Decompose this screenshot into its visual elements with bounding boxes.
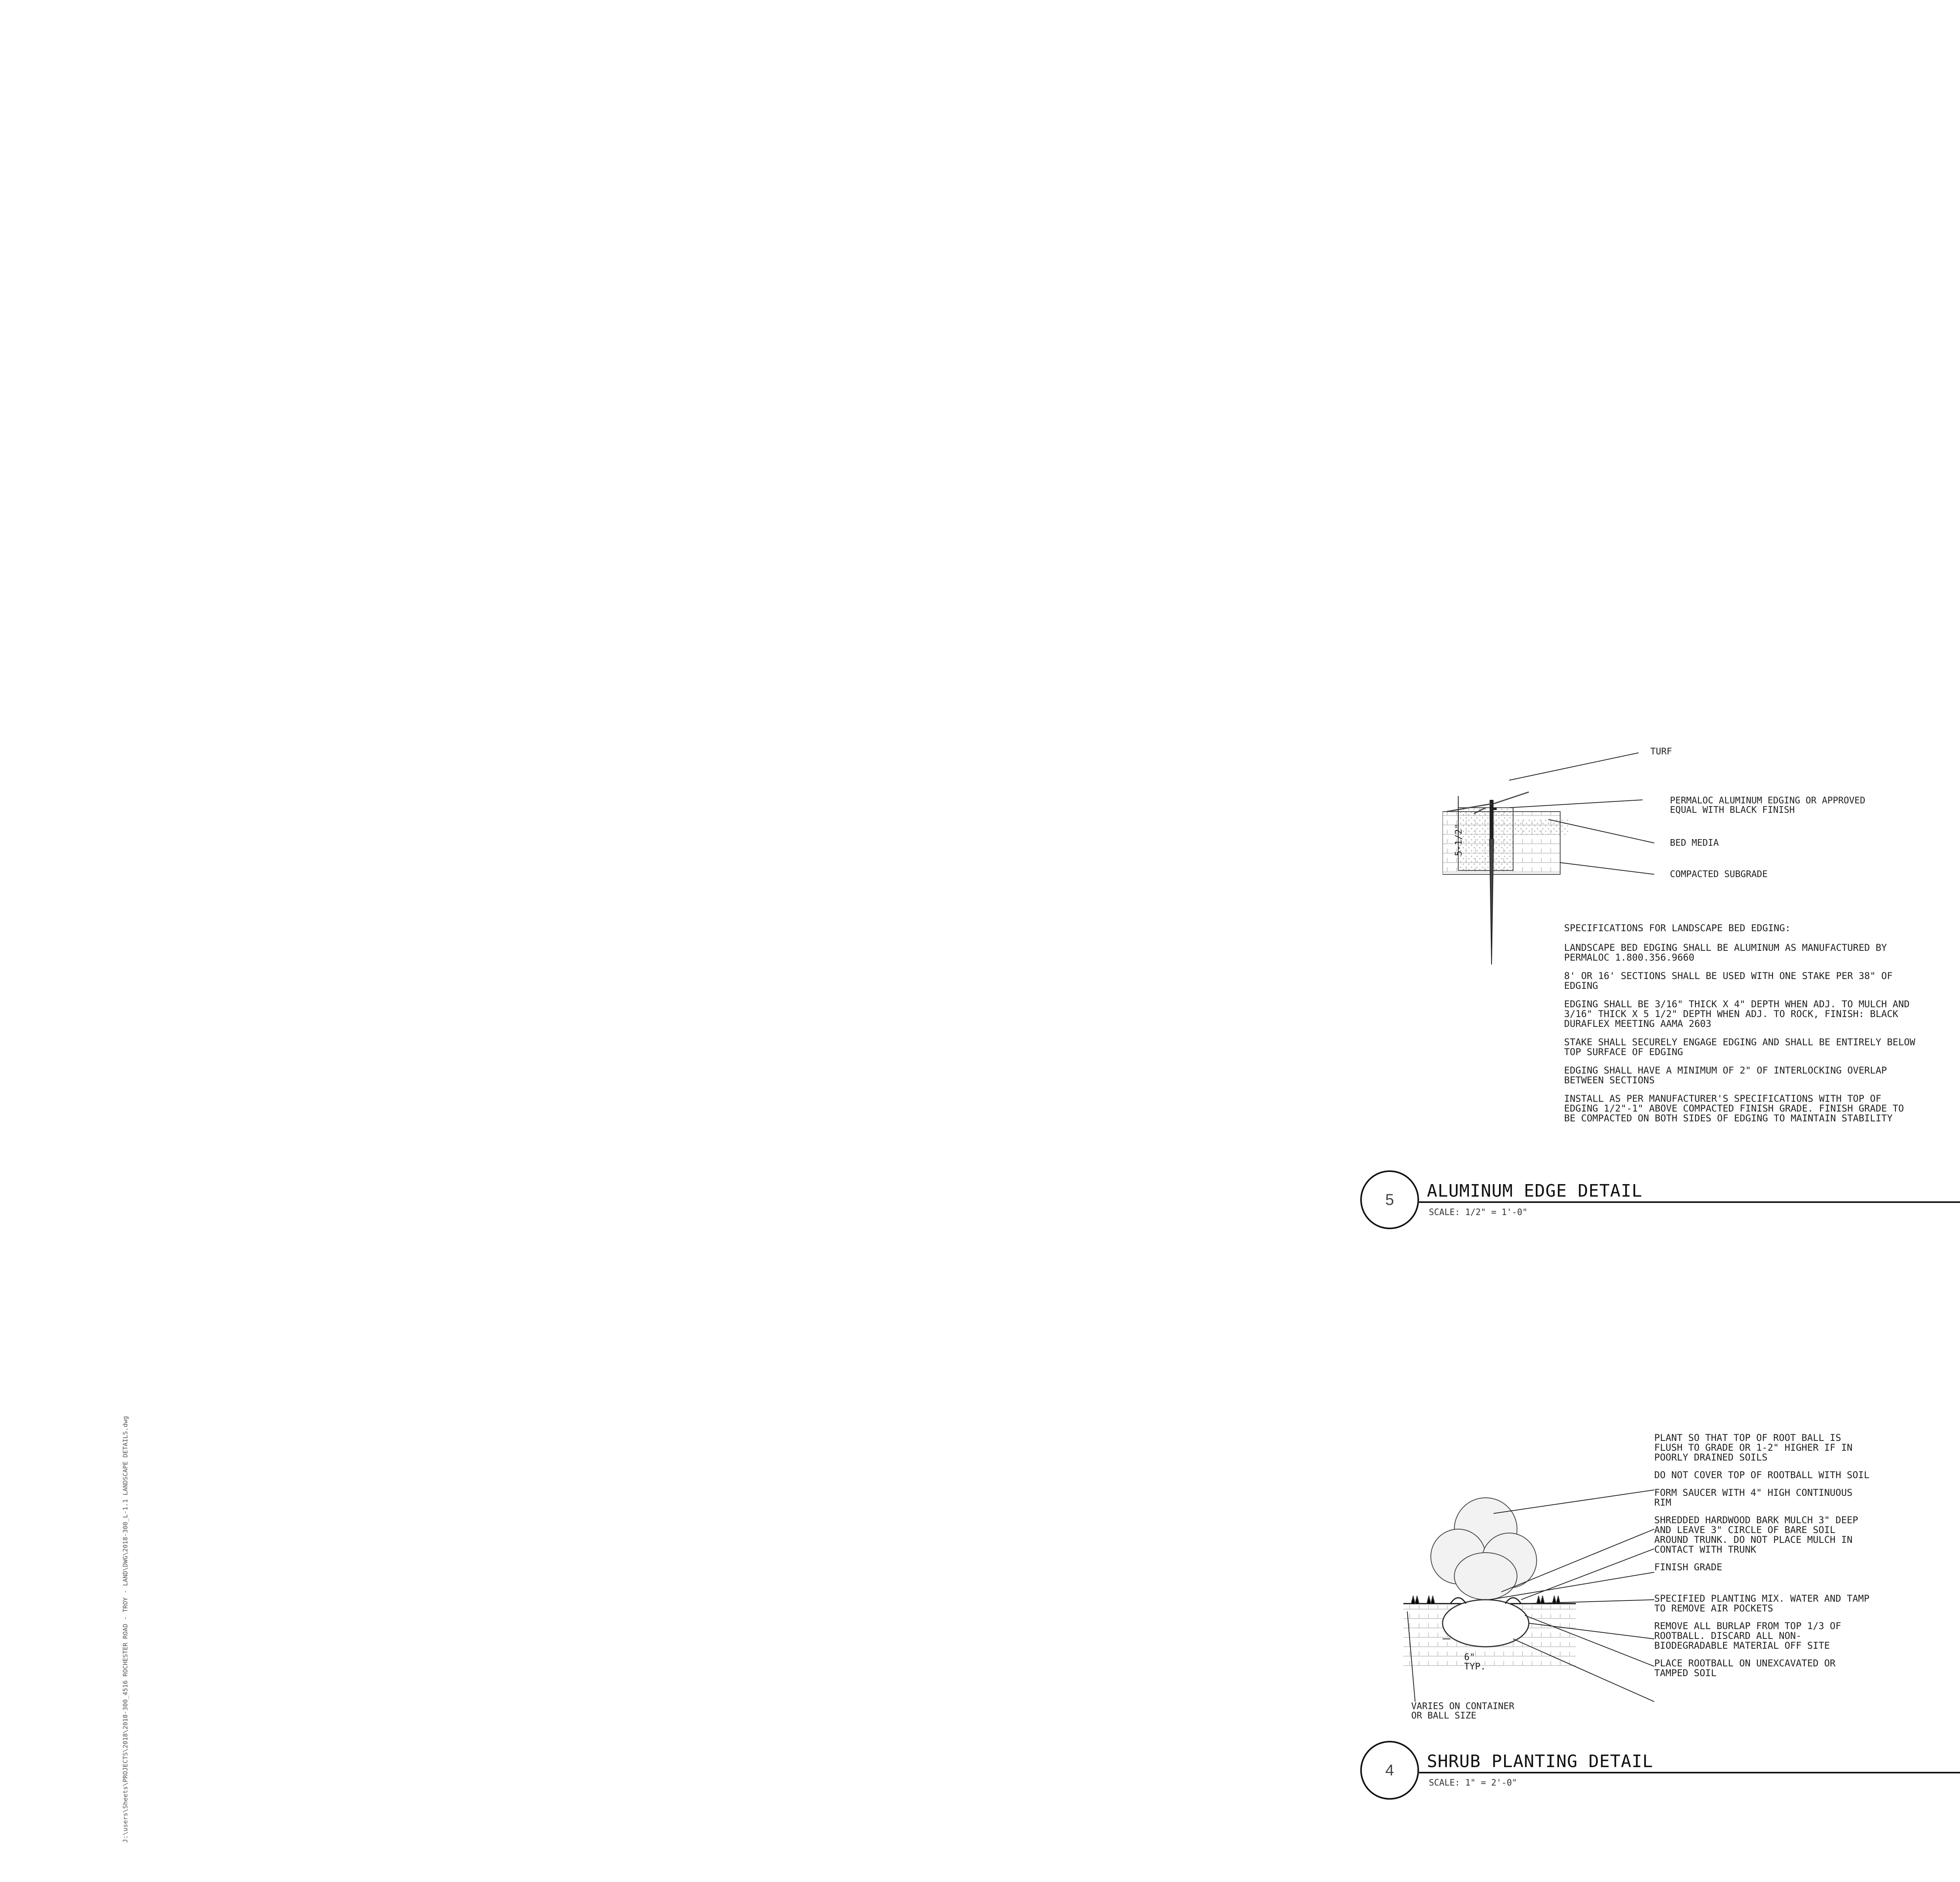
note: PLANT SO THAT TOP OF ROOT BALL IS FLUSH TO GRADE OR 1-2" HIGHER IF IN POORLY DRAINED SOILS [1654, 1432, 1858, 1463]
edge-dimension: 5-1/2" [1454, 823, 1464, 856]
note: SPECIFIED PLANTING MIX. WATER AND TAMP TO REMOVE AIR POCKETS [1654, 1593, 1875, 1614]
turf-label: TURF [1650, 747, 1672, 757]
spec: EDGING SHALL BE 3/16" THICK X 4" DEPTH WHEN ADJ. TO MULCH AND 3/16" THICK X 5 1/2" DEPTH WHEN ADJ. TO ROCK, FINISH: BLACK DURAFLEX MEETING AAMA 2603 [1564, 999, 1915, 1029]
shrub-drawing [1396, 1482, 1678, 1733]
subgrade-label: COMPACTED SUBGRADE [1670, 869, 1768, 879]
title-underline [1419, 1201, 1960, 1203]
file-path: J:\users\Sheets\PROJECTS\2018\2018-300_4516 ROCHESTER ROAD - TROY - LAND\DWG\2018-300_L-1.1 LANDSCAPE DETAILS.dwg [122, 1416, 129, 1843]
detail-scale-4: SCALE: 1" = 2'-0" [1429, 1778, 1517, 1788]
edging-specifications [1564, 923, 1921, 1124]
spec: STAKE SHALL SECURELY ENGAGE EDGING AND SHALL BE ENTIRELY BELOW TOP SURFACE OF EDGING [1564, 1037, 1921, 1057]
note: DO NOT COVER TOP OF ROOTBALL WITH SOIL [1654, 1470, 1870, 1481]
spec: EDGING SHALL HAVE A MINIMUM OF 2" OF INTERLOCKING OVERLAP BETWEEN SECTIONS [1564, 1065, 1893, 1086]
spec: 8' OR 16' SECTIONS SHALL BE USED WITH ONE STAKE PER 38" OF EDGING [1564, 970, 1898, 991]
note: REMOVE ALL BURLAP FROM TOP 1/3 OF ROOTBALL. DISCARD ALL NON-BIODEGRADABLE MATERIAL OFF SITE [1654, 1620, 1847, 1651]
shrub-notes [1654, 1433, 1874, 1678]
detail-number-5: 5 [1360, 1170, 1419, 1229]
title-underline [1419, 1772, 1960, 1773]
detail-title-4: SHRUB PLANTING DETAIL [1427, 1751, 1653, 1771]
detail-number-4: 4 [1360, 1741, 1419, 1800]
spec-heading: SPECIFICATIONS FOR LANDSCAPE BED EDGING: [1564, 923, 1791, 934]
spec: INSTALL AS PER MANUFACTURER'S SPECIFICATIONS WITH TOP OF EDGING 1/2"-1" ABOVE COMPACTED FINISH GRADE. FINISH GRADE TO BE COMPACTED ON BOTH SIDES OF EDGING TO MAINTAIN STABILITY [1564, 1093, 1910, 1124]
edging-label: PERMALOC ALUMINUM EDGING OR APPROVED EQUAL WITH BLACK FINISH [1670, 796, 1866, 815]
note: PLACE ROOTBALL ON UNEXCAVATED OR TAMPED SOIL [1654, 1658, 1841, 1679]
spec: LANDSCAPE BED EDGING SHALL BE ALUMINUM AS MANUFACTURED BY PERMALOC 1.800.356.9660 [1564, 942, 1893, 963]
detail-scale-5: SCALE: 1/2" = 1'-0" [1429, 1208, 1528, 1217]
dim-varies: VARIES ON CONTAINER OR BALL SIZE [1411, 1701, 1515, 1721]
bed-media-label: BED MEDIA [1670, 838, 1719, 848]
note: SHREDDED HARDWOOD BARK MULCH 3" DEEP AND LEAVE 3" CIRCLE OF BARE SOIL AROUND TRUNK. DO NOT PLACE MULCH IN CONTACT WITH TRUNK [1654, 1515, 1864, 1555]
dim-typ: 6" TYP. [1464, 1652, 1486, 1672]
note: FORM SAUCER WITH 4" HIGH CONTINUOUS RIM [1654, 1487, 1858, 1508]
detail-title-5: ALUMINUM EDGE DETAIL [1427, 1181, 1642, 1201]
note: FINISH GRADE [1654, 1562, 1722, 1573]
